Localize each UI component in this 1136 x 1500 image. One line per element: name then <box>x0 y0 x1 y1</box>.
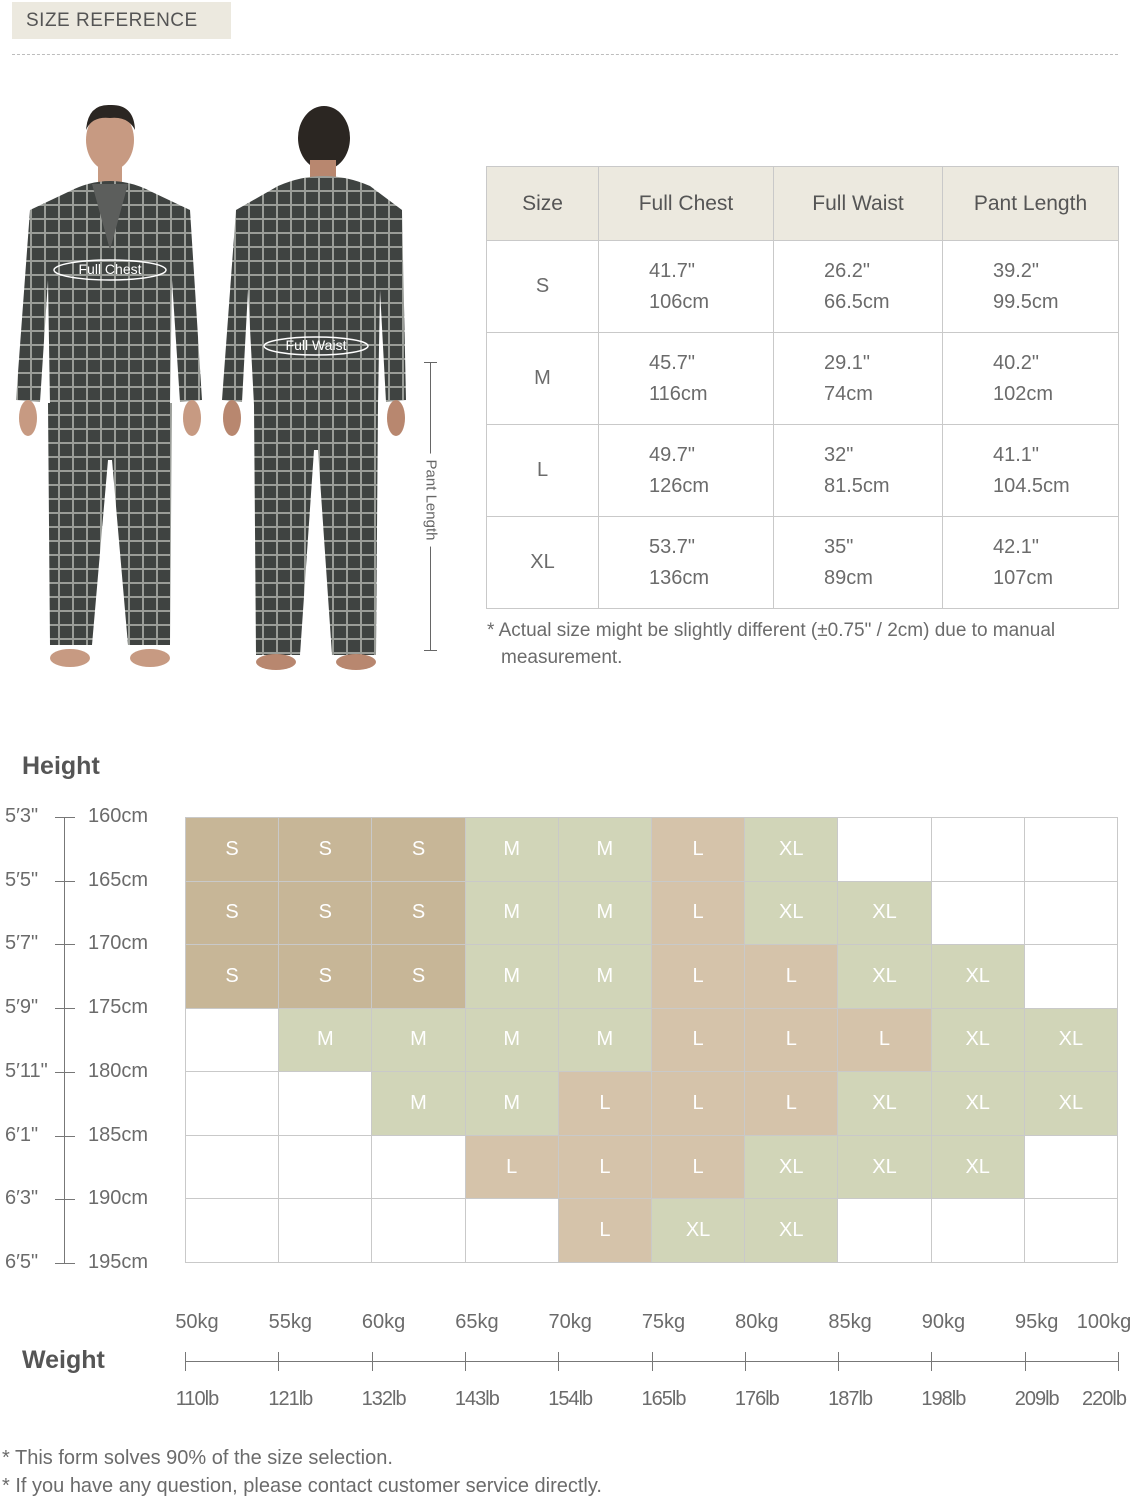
pant-cm: 107cm <box>993 566 1054 589</box>
size-cell-xl: XL <box>1025 1072 1118 1136</box>
height-tick <box>55 944 75 945</box>
size-cell-empty <box>186 1072 279 1136</box>
weight-tick <box>745 1352 746 1371</box>
size-cell-xl: XL <box>838 882 931 946</box>
size-cell-s: S <box>186 882 279 946</box>
size-cell-m: M <box>466 1072 559 1136</box>
measurement-note: * Actual size might be slightly different (±0.75" / 2cm) due to manual measurement. <box>487 620 1056 668</box>
size-cell-l: L <box>745 945 838 1009</box>
pant-cell <box>943 333 1119 425</box>
size-cell-l: L <box>652 882 745 946</box>
size-cell-l: L <box>466 1136 559 1200</box>
model-front-figure <box>10 100 210 680</box>
header-full-waist: Full Waist <box>774 167 943 241</box>
size-cell-s: S <box>279 945 372 1009</box>
size-cell-empty <box>466 1199 559 1263</box>
size-cell-xl: XL <box>932 1072 1025 1136</box>
weight-label-kg: 65kg <box>455 1311 499 1333</box>
size-cell: L <box>487 425 599 517</box>
header-pant-length: Pant Length <box>943 167 1119 241</box>
model-back-figure <box>214 100 414 680</box>
size-cell-m: M <box>466 882 559 946</box>
full-chest-label: Full Chest <box>78 261 142 277</box>
height-label-metric: 185cm <box>88 1123 149 1146</box>
weight-tick <box>1025 1352 1026 1371</box>
weight-label-kg: 75kg <box>641 1311 686 1333</box>
size-cell-empty <box>279 1136 372 1200</box>
size-cell-xl: XL <box>745 882 838 946</box>
height-label-metric: 190cm <box>88 1187 149 1210</box>
chest-cm: 136cm <box>649 566 710 589</box>
chest-inch: 41.7" <box>649 259 696 282</box>
size-cell-m: M <box>559 1009 652 1073</box>
pant-cell <box>943 517 1119 609</box>
waist-cell <box>774 333 943 425</box>
weight-tick <box>185 1352 186 1371</box>
weight-label-kg: 55kg <box>268 1311 312 1333</box>
weight-label-lb: 198lb <box>921 1388 966 1410</box>
weight-label-lb: 110lb <box>175 1388 219 1410</box>
pant-inch: 40.2" <box>993 351 1040 374</box>
size-cell-m: M <box>372 1072 465 1136</box>
pant-length-cap-top <box>424 362 437 363</box>
weight-label-kg: 90kg <box>921 1311 966 1333</box>
height-tick <box>55 881 75 882</box>
weight-label-kg: 70kg <box>548 1311 592 1333</box>
height-tick <box>55 1263 75 1264</box>
size-cell-l: L <box>652 818 745 882</box>
height-tick <box>55 1072 75 1073</box>
size-cell: XL <box>487 517 599 609</box>
size-cell-l: L <box>559 1136 652 1200</box>
height-label-metric: 175cm <box>88 996 149 1019</box>
size-cell-s: S <box>372 882 465 946</box>
size-cell: M <box>487 333 599 425</box>
weight-tick <box>372 1352 373 1371</box>
weight-label-lb: 187lb <box>828 1388 873 1410</box>
size-cell-empty <box>932 882 1025 946</box>
pant-inch: 42.1" <box>993 535 1040 558</box>
height-label-imperial: 6′3" <box>5 1187 39 1210</box>
waist-cell <box>774 425 943 517</box>
size-cell-empty <box>1025 945 1118 1009</box>
height-tick <box>55 817 75 818</box>
weight-label-lb: 121lb <box>268 1388 313 1410</box>
height-tick <box>55 1136 75 1137</box>
size-cell-l: L <box>652 945 745 1009</box>
size-cell-m: M <box>559 945 652 1009</box>
size-cell-xl: XL <box>932 945 1025 1009</box>
height-label-imperial: 5′3" <box>5 805 39 827</box>
section-title: SIZE REFERENCE <box>12 2 231 39</box>
chest-cm: 106cm <box>649 290 710 313</box>
size-cell: S <box>487 241 599 333</box>
chest-inch: 45.7" <box>649 351 696 374</box>
pant-cell <box>943 425 1119 517</box>
chest-cm: 126cm <box>649 474 710 497</box>
waist-inch: 35" <box>824 535 854 558</box>
size-cell-empty <box>186 1199 279 1263</box>
waist-inch: 29.1" <box>824 351 871 374</box>
height-label-imperial: 5′11" <box>5 1059 48 1082</box>
chest-inch: 53.7" <box>649 535 696 558</box>
height-label-imperial: 5′5" <box>5 868 39 891</box>
weight-label-lb: 220lb <box>1082 1388 1126 1410</box>
pant-cm: 102cm <box>993 382 1054 405</box>
chest-inch: 49.7" <box>649 443 696 466</box>
pant-length-label: Pant Length <box>423 454 440 547</box>
chest-cell <box>599 517 774 609</box>
measurement-table <box>486 166 1119 609</box>
size-cell-l: L <box>745 1072 838 1136</box>
weight-tick <box>1118 1352 1119 1371</box>
height-label-imperial: 5′7" <box>5 932 39 955</box>
weight-tick <box>558 1352 559 1371</box>
table-row <box>487 241 1119 333</box>
waist-cell <box>774 241 943 333</box>
chest-cell <box>599 333 774 425</box>
size-cell-xl: XL <box>838 945 931 1009</box>
size-grid <box>185 817 1118 1263</box>
size-cell-empty <box>932 818 1025 882</box>
height-label-metric: 180cm <box>88 1059 149 1082</box>
size-cell-m: M <box>279 1009 372 1073</box>
weight-label-lb: 209lb <box>1014 1388 1059 1410</box>
size-cell-empty <box>186 1136 279 1200</box>
size-cell-empty <box>932 1199 1025 1263</box>
size-cell-m: M <box>559 882 652 946</box>
weight-label-lb: 165lb <box>641 1388 686 1410</box>
chest-cm: 116cm <box>649 382 708 405</box>
size-cell-s: S <box>279 882 372 946</box>
waist-cm: 66.5cm <box>824 290 890 313</box>
table-row <box>487 333 1119 425</box>
size-cell-empty <box>372 1136 465 1200</box>
weight-label-kg: 85kg <box>828 1311 872 1333</box>
chest-cell <box>599 241 774 333</box>
size-cell-l: L <box>652 1072 745 1136</box>
weight-tick <box>465 1352 466 1371</box>
size-cell-s: S <box>279 818 372 882</box>
waist-cell <box>774 517 943 609</box>
dashed-divider <box>12 54 1118 55</box>
size-cell-l: L <box>652 1009 745 1073</box>
size-cell-m: M <box>372 1009 465 1073</box>
size-cell-s: S <box>372 818 465 882</box>
weight-label-kg: 95kg <box>1015 1311 1059 1333</box>
pant-cm: 104.5cm <box>993 474 1070 497</box>
size-cell-empty <box>279 1199 372 1263</box>
waist-inch: 26.2" <box>824 259 871 282</box>
size-cell-empty <box>1025 1199 1118 1263</box>
weight-label-kg: 100kg <box>1076 1311 1132 1333</box>
size-cell-empty <box>279 1072 372 1136</box>
footer-note-2: * If you have any question, please contact customer service directly. <box>2 1475 602 1497</box>
height-label-metric: 160cm <box>88 805 149 827</box>
size-cell-m: M <box>466 945 559 1009</box>
size-cell-xl: XL <box>745 1136 838 1200</box>
size-cell-empty <box>838 818 931 882</box>
size-cell-s: S <box>186 945 279 1009</box>
weight-axis-title: Weight <box>22 1346 105 1374</box>
height-label-metric: 170cm <box>88 932 149 955</box>
size-cell-empty <box>838 1199 931 1263</box>
table-header-row <box>487 167 1119 241</box>
weight-label-kg: 60kg <box>361 1311 406 1333</box>
size-cell-l: L <box>745 1009 838 1073</box>
waist-cm: 89cm <box>824 566 873 589</box>
size-cell-empty <box>1025 818 1118 882</box>
weight-label-kg: 50kg <box>175 1311 219 1333</box>
table-row <box>487 425 1119 517</box>
weight-label-lb: 154lb <box>548 1388 593 1410</box>
weight-label-lb: 143lb <box>454 1388 499 1410</box>
height-label-imperial: 6′1" <box>5 1123 39 1146</box>
full-waist-label: Full Waist <box>285 337 347 353</box>
size-cell-xl: XL <box>932 1009 1025 1073</box>
size-cell-s: S <box>372 945 465 1009</box>
chest-cell <box>599 425 774 517</box>
height-tick <box>55 1008 75 1009</box>
size-cell-l: L <box>559 1199 652 1263</box>
pant-cm: 99.5cm <box>993 290 1059 313</box>
weight-tick <box>838 1352 839 1371</box>
height-label-imperial: 6′5" <box>5 1251 39 1273</box>
size-cell-xl: XL <box>932 1136 1025 1200</box>
size-cell-m: M <box>466 1009 559 1073</box>
weight-tick <box>278 1352 279 1371</box>
size-cell-m: M <box>559 818 652 882</box>
footer-notes <box>2 1444 602 1500</box>
size-cell-xl: XL <box>838 1072 931 1136</box>
waist-cm: 81.5cm <box>824 474 890 497</box>
size-cell-m: M <box>466 818 559 882</box>
size-cell-l: L <box>652 1136 745 1200</box>
height-label-metric: 195cm <box>88 1251 149 1273</box>
size-cell-xl: XL <box>1025 1009 1118 1073</box>
footer-note-1: * This form solves 90% of the size selection. <box>2 1447 393 1469</box>
size-cell-xl: XL <box>745 818 838 882</box>
size-cell-empty <box>372 1199 465 1263</box>
size-cell-xl: XL <box>652 1199 745 1263</box>
height-label-metric: 165cm <box>88 868 149 891</box>
size-cell-xl: XL <box>838 1136 931 1200</box>
table-row <box>487 517 1119 609</box>
weight-tick <box>931 1352 932 1371</box>
pant-inch: 39.2" <box>993 259 1040 282</box>
size-cell-empty <box>1025 1136 1118 1200</box>
size-cell-l: L <box>559 1072 652 1136</box>
size-cell-empty <box>1025 882 1118 946</box>
weight-label-lb: 132lb <box>361 1388 406 1410</box>
size-cell-s: S <box>186 818 279 882</box>
weight-label-kg: 80kg <box>735 1311 779 1333</box>
waist-inch: 32" <box>824 443 854 466</box>
height-axis-line <box>64 817 65 1263</box>
height-axis-title: Height <box>22 752 100 780</box>
header-full-chest: Full Chest <box>599 167 774 241</box>
height-tick <box>55 1199 75 1200</box>
weight-tick <box>652 1352 653 1371</box>
size-cell-l: L <box>838 1009 931 1073</box>
size-cell-empty <box>186 1009 279 1073</box>
weight-label-lb: 176lb <box>734 1388 779 1410</box>
waist-cm: 74cm <box>824 382 873 405</box>
pant-cell <box>943 241 1119 333</box>
height-label-imperial: 5′9" <box>5 996 39 1019</box>
size-cell-xl: XL <box>745 1199 838 1263</box>
pant-inch: 41.1" <box>993 443 1040 466</box>
header-size: Size <box>487 167 599 241</box>
pant-length-cap-bottom <box>424 650 437 651</box>
